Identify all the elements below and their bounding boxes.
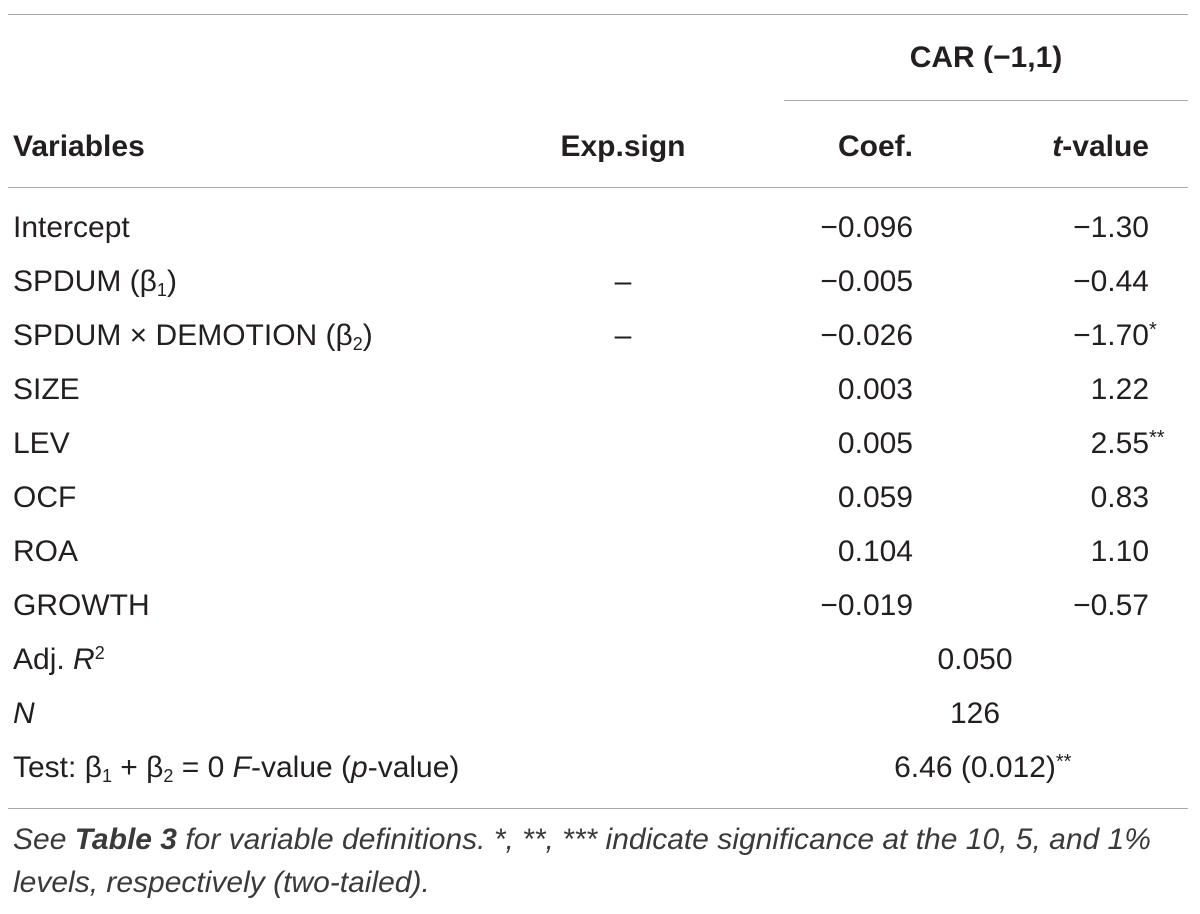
row-coef: −0.019 — [820, 589, 913, 622]
test-label: Test: $\beta_1 + \beta_2 = 0$ F-value (p-value) — [13, 751, 460, 786]
row-tvalue: −0.44 — [1073, 265, 1149, 298]
row-coef: −0.096 — [820, 211, 913, 244]
adj-r2-label: Adj. $R^2$ — [13, 643, 105, 676]
group-rule — [784, 100, 1188, 101]
row-var: SIZE — [13, 373, 80, 406]
table-footnote: See Table 3 for variable definitions. *, **, *** indicate significance at the 10, 5, and 1% levels, respectively (two-tailed). — [13, 823, 1151, 899]
group-header-car: CAR (−1,1) — [909, 41, 1063, 74]
row-coef: 0.005 — [837, 427, 913, 460]
col-header-coef: Coef. — [838, 130, 913, 163]
row-tvalue: 0.83 — [1090, 481, 1149, 514]
significance-mark: ** — [1149, 427, 1165, 449]
row-var: LEV — [13, 427, 70, 460]
row-tvalue: −1.30 — [1073, 211, 1149, 244]
row-tvalue: 2.55 ** — [1090, 427, 1165, 460]
row-tvalue: 1.22 — [1090, 373, 1149, 406]
row-expsign: – — [614, 265, 632, 298]
n-label: N — [13, 697, 35, 730]
adj-r2-value: 0.050 — [937, 643, 1013, 676]
test-value: 6.46 (0.012) ** — [894, 751, 1072, 784]
row-var: SPDUM $(\beta_1)$ — [13, 265, 177, 300]
row-var: OCF — [13, 481, 77, 514]
row-tvalue: 1.10 — [1090, 535, 1149, 568]
n-value: 126 — [949, 697, 1001, 730]
table-reference: Table 3 — [74, 823, 177, 856]
col-header-tvalue: t-value — [1052, 130, 1149, 163]
significance-mark: ** — [1055, 751, 1072, 773]
row-coef: −0.026 — [820, 319, 913, 352]
top-rule — [8, 14, 1188, 15]
row-var: GROWTH — [13, 589, 150, 622]
row-var: Intercept — [13, 211, 130, 244]
significance-mark: * — [1149, 319, 1157, 341]
row-var: ROA — [13, 535, 79, 568]
row-coef: 0.003 — [837, 373, 913, 406]
row-coef: 0.104 — [837, 535, 913, 568]
row-expsign: – — [614, 319, 632, 352]
row-coef: −0.005 — [820, 265, 913, 298]
row-coef: 0.059 — [837, 481, 913, 514]
row-tvalue: −0.57 — [1073, 589, 1149, 622]
row-var: SPDUM × DEMOTION $(\beta_2)$ — [13, 319, 373, 354]
bottom-rule — [8, 808, 1188, 809]
col-header-expsign: Exp.sign — [560, 130, 686, 163]
col-header-variables: Variables — [13, 130, 145, 163]
header-rule — [8, 187, 1188, 188]
row-tvalue: −1.70 * — [1073, 319, 1157, 352]
